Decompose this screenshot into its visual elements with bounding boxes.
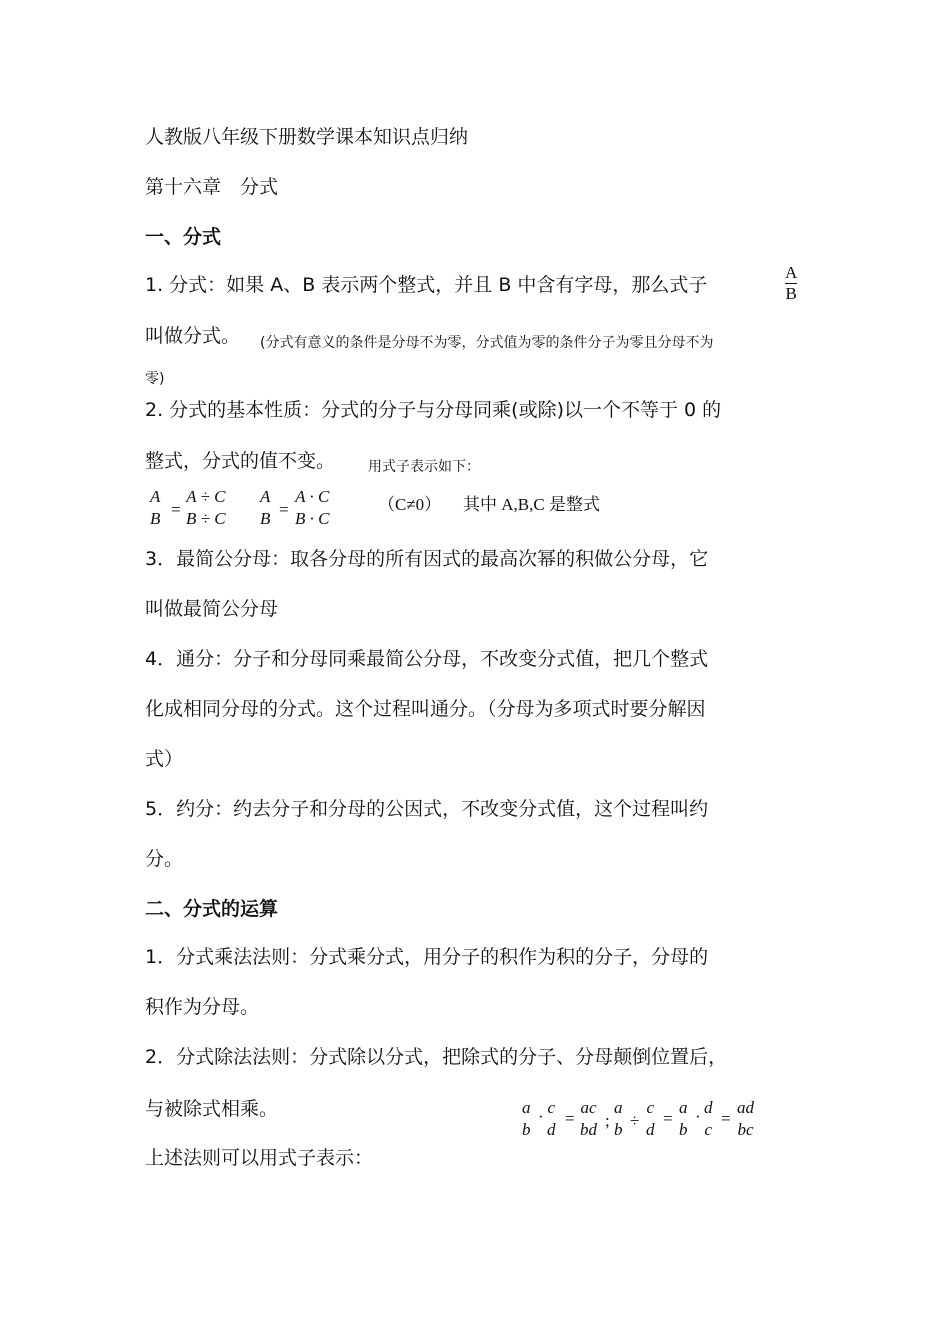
divide-operator: ÷ [630, 1111, 640, 1130]
op-frac-ac-bd [580, 1097, 597, 1141]
definition-fraction [785, 264, 797, 303]
formula-condition: （C≠0） [378, 495, 442, 514]
chapter-title: 第十六章 分式 [145, 176, 279, 198]
basic-property-hint: 用式子表示如下： [368, 459, 480, 475]
op-num: a [522, 1098, 531, 1117]
equals-sign-2: = [279, 500, 289, 519]
frac1-den: B [150, 509, 161, 528]
lcd-line2: 叫做最简公分母 [145, 598, 279, 620]
reduction-line1: 5．约分：约去分子和分母的公因式，不改变分式值，这个过程叫约 [145, 798, 709, 820]
division-rule-line1: 2．分式除法法则：分式除以分式，把除式的分子、分母颠倒位置后， [145, 1046, 728, 1068]
formula-intro-line: 上述法则可以用式子表示： [145, 1147, 374, 1169]
op-den: bc [737, 1120, 754, 1139]
basic-property-line1: 2. 分式的基本性质：分式的分子与分母同乘(或除)以一个不等于 0 的 [145, 399, 722, 421]
op-frac-a-b-3 [679, 1097, 688, 1141]
op-num: d [704, 1098, 713, 1117]
op-den: d [646, 1120, 655, 1139]
op-frac-a-b-2 [614, 1097, 623, 1141]
op-den: d [547, 1120, 556, 1139]
op-num: a [679, 1098, 688, 1117]
frac2-num: A ÷ C [186, 487, 226, 506]
op-num: c [646, 1098, 655, 1117]
op-num: c [547, 1098, 556, 1117]
section-heading-fractions: 一、分式 [145, 226, 222, 248]
fraction-numerator: A [785, 263, 798, 282]
formula-frac-4 [295, 486, 329, 530]
op-num: a [614, 1098, 623, 1117]
op-den: b [614, 1120, 623, 1139]
basic-property-line2: 整式，分式的值不变。 [145, 450, 336, 472]
op-frac-c-d [547, 1097, 556, 1141]
common-denominator-line2: 化成相同分母的分式。这个过程叫通分。（分母为多项式时要分解因 [145, 698, 706, 720]
definition-note: (分式有意义的条件是分母不为零，分式值为零的条件分子为零且分母不为 [260, 335, 714, 351]
separator: ; [605, 1111, 610, 1130]
frac4-den: B · C [295, 509, 330, 528]
op-den: b [679, 1120, 688, 1139]
frac2-den: B ÷ C [186, 509, 226, 528]
formula-note: 其中 A,B,C 是整式 [463, 495, 600, 514]
document-title: 人教版八年级下册数学课本知识点归纳 [145, 126, 469, 148]
definition-line: 1. 分式：如果 A、B 表示两个整式，并且 B 中含有字母，那么式子 [145, 274, 708, 296]
equals-sign-1: = [171, 500, 181, 519]
op-num: ac [580, 1098, 597, 1117]
frac4-num: A · C [295, 487, 330, 506]
dot-operator: · [538, 1107, 544, 1126]
frac3-num: A [260, 487, 271, 506]
equals-operator: = [721, 1109, 731, 1128]
op-den: b [522, 1120, 531, 1139]
common-denominator-line3: 式） [145, 748, 184, 770]
op-frac-ad-bc [737, 1097, 754, 1141]
op-frac-a-b [522, 1097, 531, 1141]
op-den: c [704, 1120, 713, 1139]
division-rule-line2: 与被除式相乘。 [145, 1098, 279, 1120]
formula-frac-1 [150, 486, 160, 530]
op-num: ad [737, 1098, 754, 1117]
equals-operator: = [565, 1109, 575, 1128]
op-den: bd [580, 1120, 597, 1139]
dot-operator: · [695, 1107, 701, 1126]
frac1-num: A [150, 487, 161, 506]
reduction-line2: 分。 [145, 848, 184, 870]
definition-tail: 叫做分式。 [145, 325, 241, 347]
op-frac-c-d-2 [646, 1097, 655, 1141]
formula-frac-3 [260, 486, 270, 530]
multiplication-rule-line2: 积作为分母。 [145, 996, 260, 1018]
equals-operator: = [663, 1109, 673, 1128]
definition-note-end: 零) [145, 371, 165, 387]
multiplication-rule-line1: 1．分式乘法法则：分式乘分式，用分子的积作为积的分子，分母的 [145, 946, 709, 968]
formula-frac-2 [186, 486, 226, 530]
frac3-den: B [260, 509, 271, 528]
common-denominator-line1: 4．通分：分子和分母同乘最简公分母，不改变分式值，把几个整式 [145, 648, 709, 670]
lcd-line1: 3．最简公分母：取各分母的所有因式的最高次幂的积做公分母，它 [145, 548, 709, 570]
fraction-denominator: B [785, 284, 797, 303]
section-heading-operations: 二、分式的运算 [145, 898, 279, 920]
op-frac-d-c [704, 1097, 713, 1141]
